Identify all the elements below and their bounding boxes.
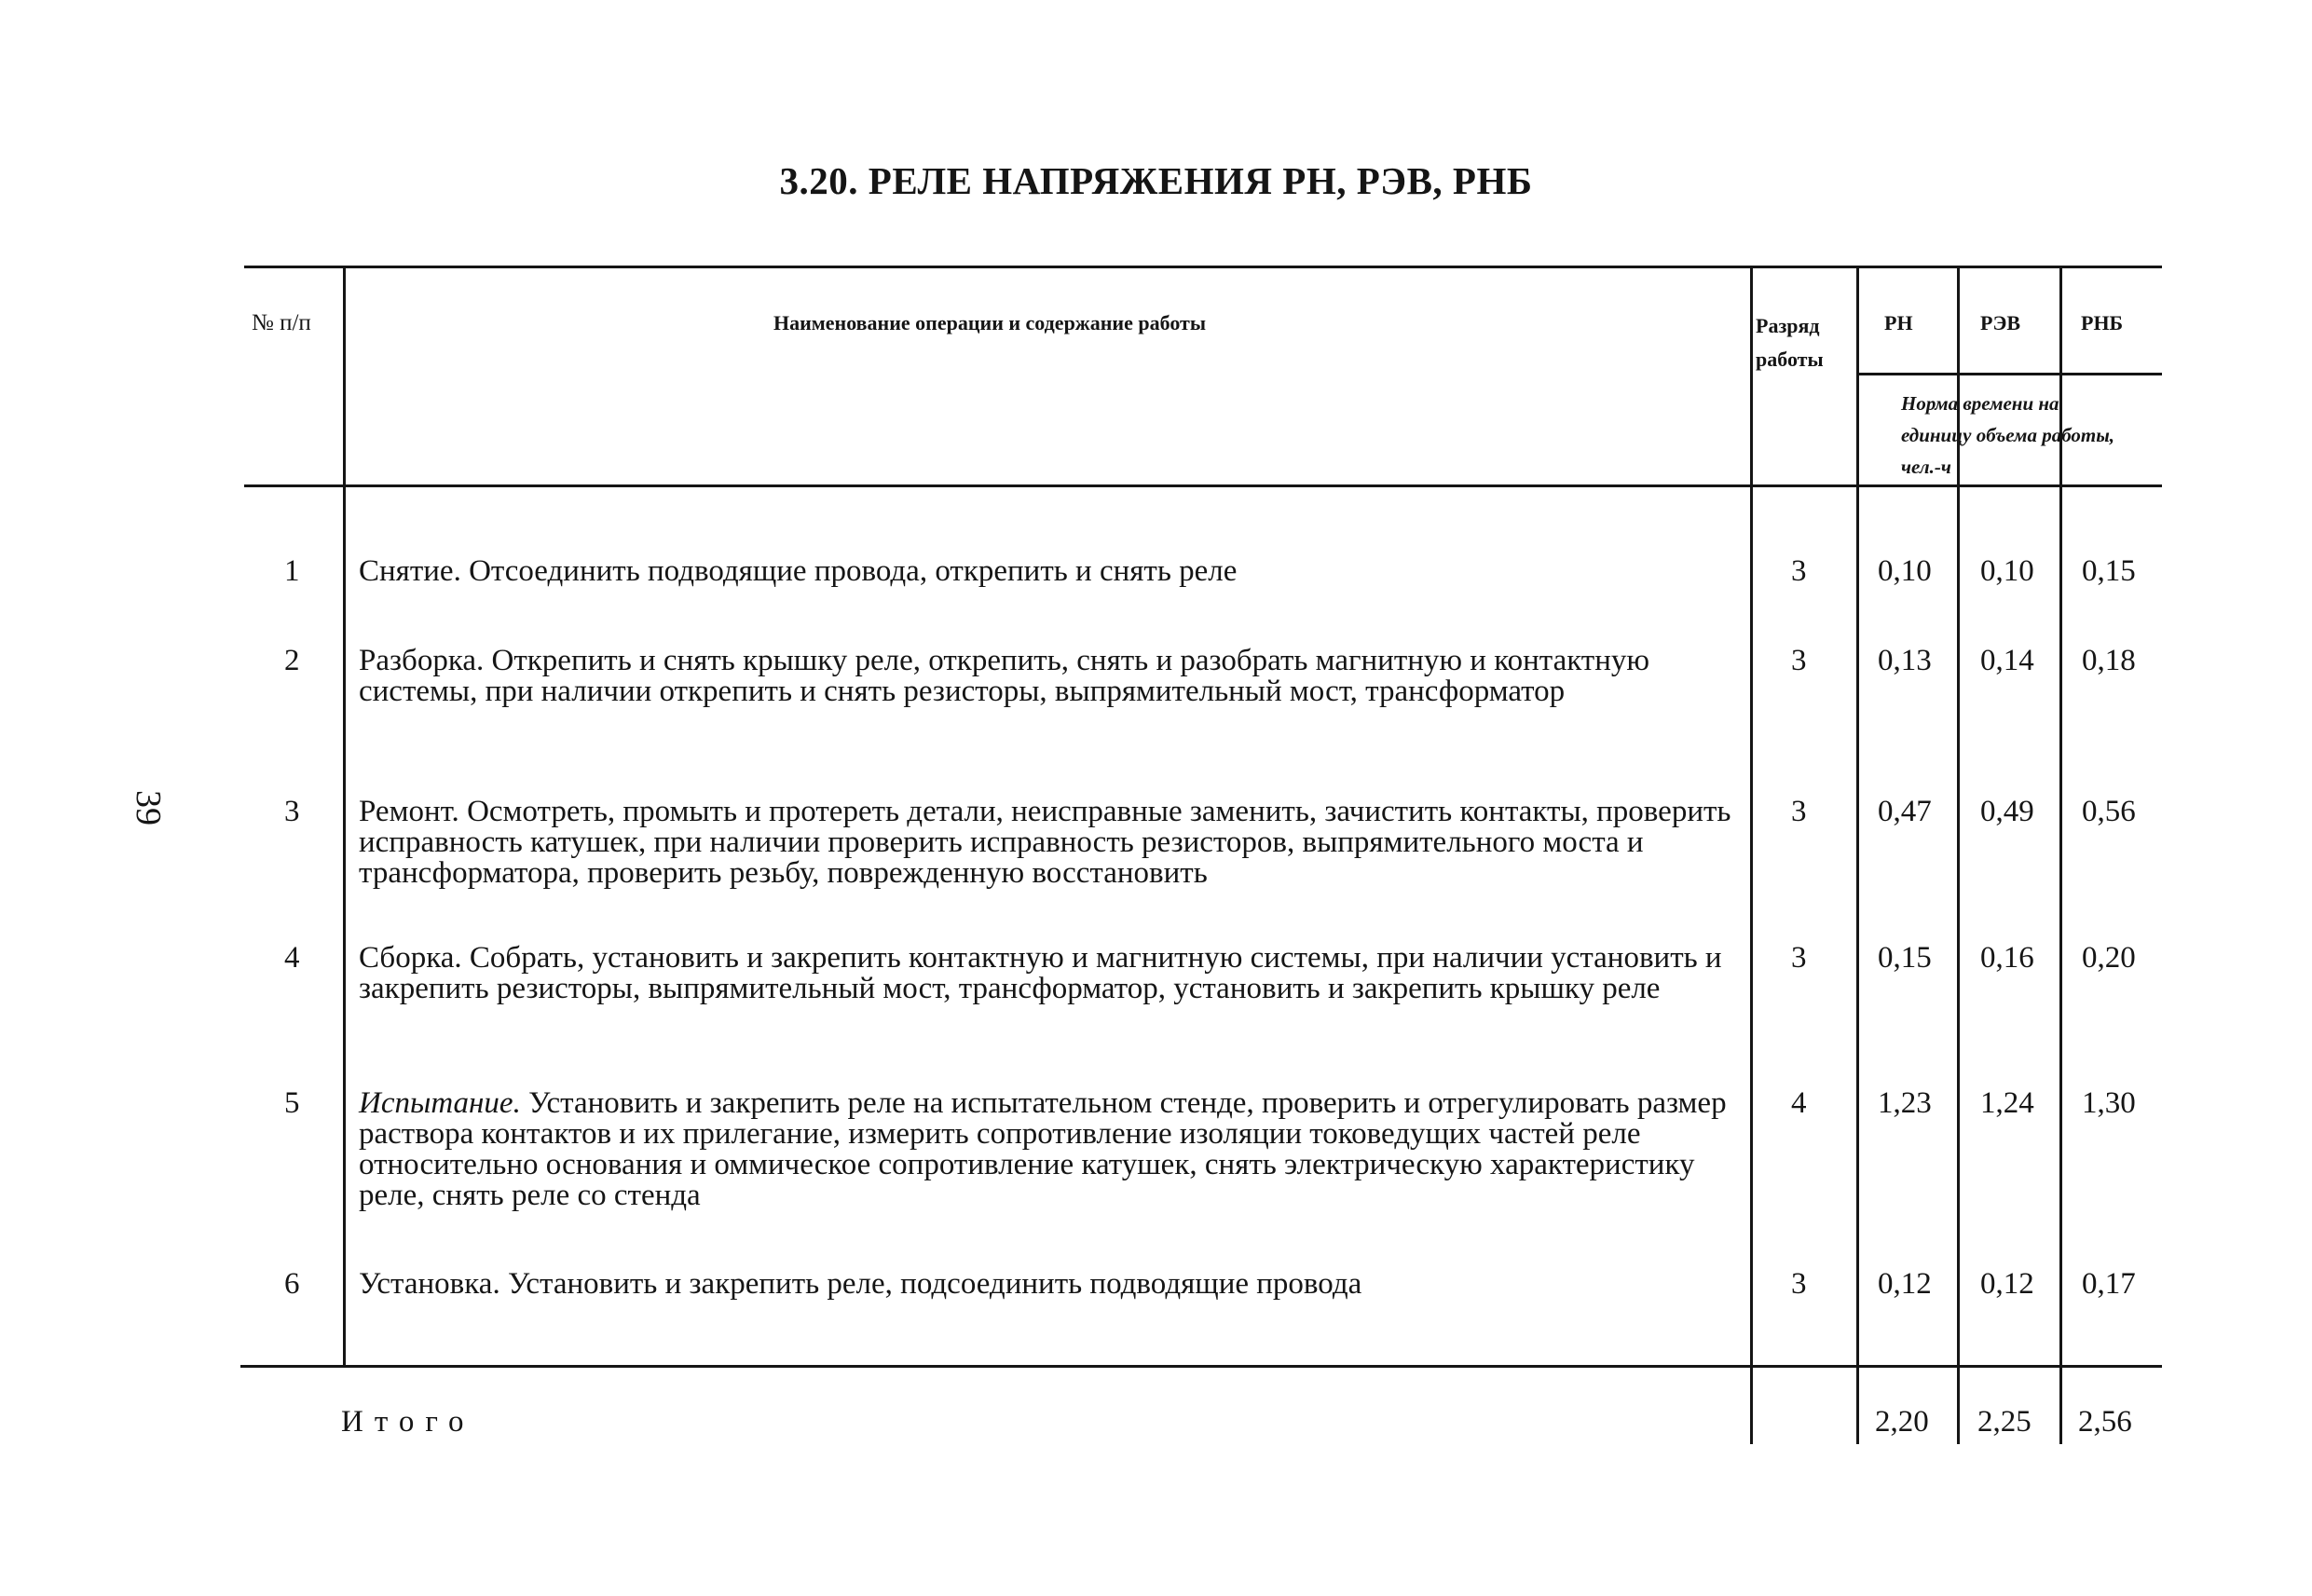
col-divider-grade [1856, 266, 1859, 1444]
row-6-text: Установить и закрепить реле, подсоединить подводящие провода [507, 1267, 1362, 1301]
header-rev: РЭВ [1980, 311, 2021, 334]
row-3-num: 3 [284, 795, 300, 828]
row-1-rnb: 0,15 [2082, 554, 2136, 588]
row-5-text: Установить и закрепить реле на испытательном стенде, проверить и отрегулировать размер раствора контактов и их прилегание, измерить сопротивление изоляции токоведущих частей реле относительно основания и оммическое сопротивление катушек, снять электрическую характеристику реле, снять реле со стенда [359, 1086, 1727, 1212]
row-5-rnb: 1,30 [2082, 1086, 2136, 1120]
total-label: Итого [341, 1405, 475, 1439]
row-1-rn: 0,10 [1878, 554, 1932, 588]
row-6-grade: 3 [1791, 1267, 1807, 1301]
row-4-rn: 0,15 [1878, 941, 1932, 975]
col-divider-num [343, 266, 346, 1365]
row-5-rev: 1,24 [1980, 1086, 2034, 1120]
row-1-grade: 3 [1791, 554, 1807, 588]
row-2-rnb: 0,18 [2082, 644, 2136, 677]
row-5-grade: 4 [1791, 1086, 1807, 1120]
total-rn: 2,20 [1875, 1405, 1929, 1439]
row-3-rnb: 0,56 [2082, 795, 2136, 828]
row-3-grade: 3 [1791, 795, 1807, 828]
row-4-grade: 3 [1791, 941, 1807, 975]
row-1-rev: 0,10 [1980, 554, 2034, 588]
row-4-num: 4 [284, 941, 300, 975]
row-6-desc [359, 1269, 1738, 1300]
row-1-title: Снятие. [359, 554, 461, 588]
col-divider-desc [1750, 266, 1753, 1444]
header-rn: РН [1884, 311, 1913, 334]
row-2-desc [359, 646, 1738, 707]
row-3-title: Ремонт. [359, 795, 459, 828]
row-1-desc [359, 556, 1738, 587]
row-2-title: Разборка. [359, 644, 485, 677]
row-4-rnb: 0,20 [2082, 941, 2136, 975]
total-top-rule [240, 1365, 2162, 1368]
header-bottom-rule [244, 484, 2162, 487]
row-6-title: Установка. [359, 1267, 500, 1301]
row-5-title: Испытание. [359, 1086, 521, 1120]
row-5-num: 5 [284, 1086, 300, 1120]
row-3-desc [359, 797, 1738, 889]
header-subdivider [1856, 373, 2162, 375]
row-6-rev: 0,12 [1980, 1267, 2034, 1301]
header-grade: Разряд работы [1756, 314, 1824, 371]
header-num: № п/п [252, 310, 311, 335]
row-3-rn: 0,47 [1878, 795, 1932, 828]
row-4-title: Сборка. [359, 941, 462, 975]
row-3-rev: 0,49 [1980, 795, 2034, 828]
table-top-rule [244, 266, 2162, 268]
row-3-text: Осмотреть, промыть и протереть детали, неисправные заменить, зачистить контакты, проверить исправность катушек, при наличии проверить исправность резисторов, выпрямительного моста и трансформатора, проверить резьбу, поврежденную восстановить [359, 795, 1731, 890]
header-norm: Норма времени на единицу объема работы, чел.-ч [1901, 392, 2115, 478]
row-4-desc [359, 943, 1738, 1004]
row-2-num: 2 [284, 644, 300, 677]
header-rnb: РНБ [2081, 311, 2124, 334]
row-6-rnb: 0,17 [2082, 1267, 2136, 1301]
row-1-text: Отсоединить подводящие провода, открепить и снять реле [469, 554, 1238, 588]
row-4-rev: 0,16 [1980, 941, 2034, 975]
row-2-text: Открепить и снять крышку реле, открепить, снять и разобрать магнитную и контактную системы, при наличии открепить и снять резисторы, выпрямительный мост, трансформатор [359, 644, 1650, 708]
row-5-desc [359, 1088, 1738, 1211]
row-1-num: 1 [284, 554, 300, 588]
page-title: 3.20. РЕЛЕ НАПРЯЖЕНИЯ РН, РЭВ, РНБ [779, 159, 1533, 202]
row-6-rn: 0,12 [1878, 1267, 1932, 1301]
row-6-num: 6 [284, 1267, 300, 1301]
total-rev: 2,25 [1977, 1405, 2032, 1439]
header-operation: Наименование операции и содержание работы [773, 311, 1207, 334]
row-5-rn: 1,23 [1878, 1086, 1932, 1120]
page-number: 39 [129, 790, 168, 825]
row-4-text: Собрать, установить и закрепить контактную и магнитную системы, при наличии установить и закрепить резисторы, выпрямительный мост, трансформатор, установить и закрепить крышку реле [359, 941, 1722, 1005]
row-2-rn: 0,13 [1878, 644, 1932, 677]
row-2-grade: 3 [1791, 644, 1807, 677]
total-rnb: 2,56 [2078, 1405, 2132, 1439]
row-2-rev: 0,14 [1980, 644, 2034, 677]
